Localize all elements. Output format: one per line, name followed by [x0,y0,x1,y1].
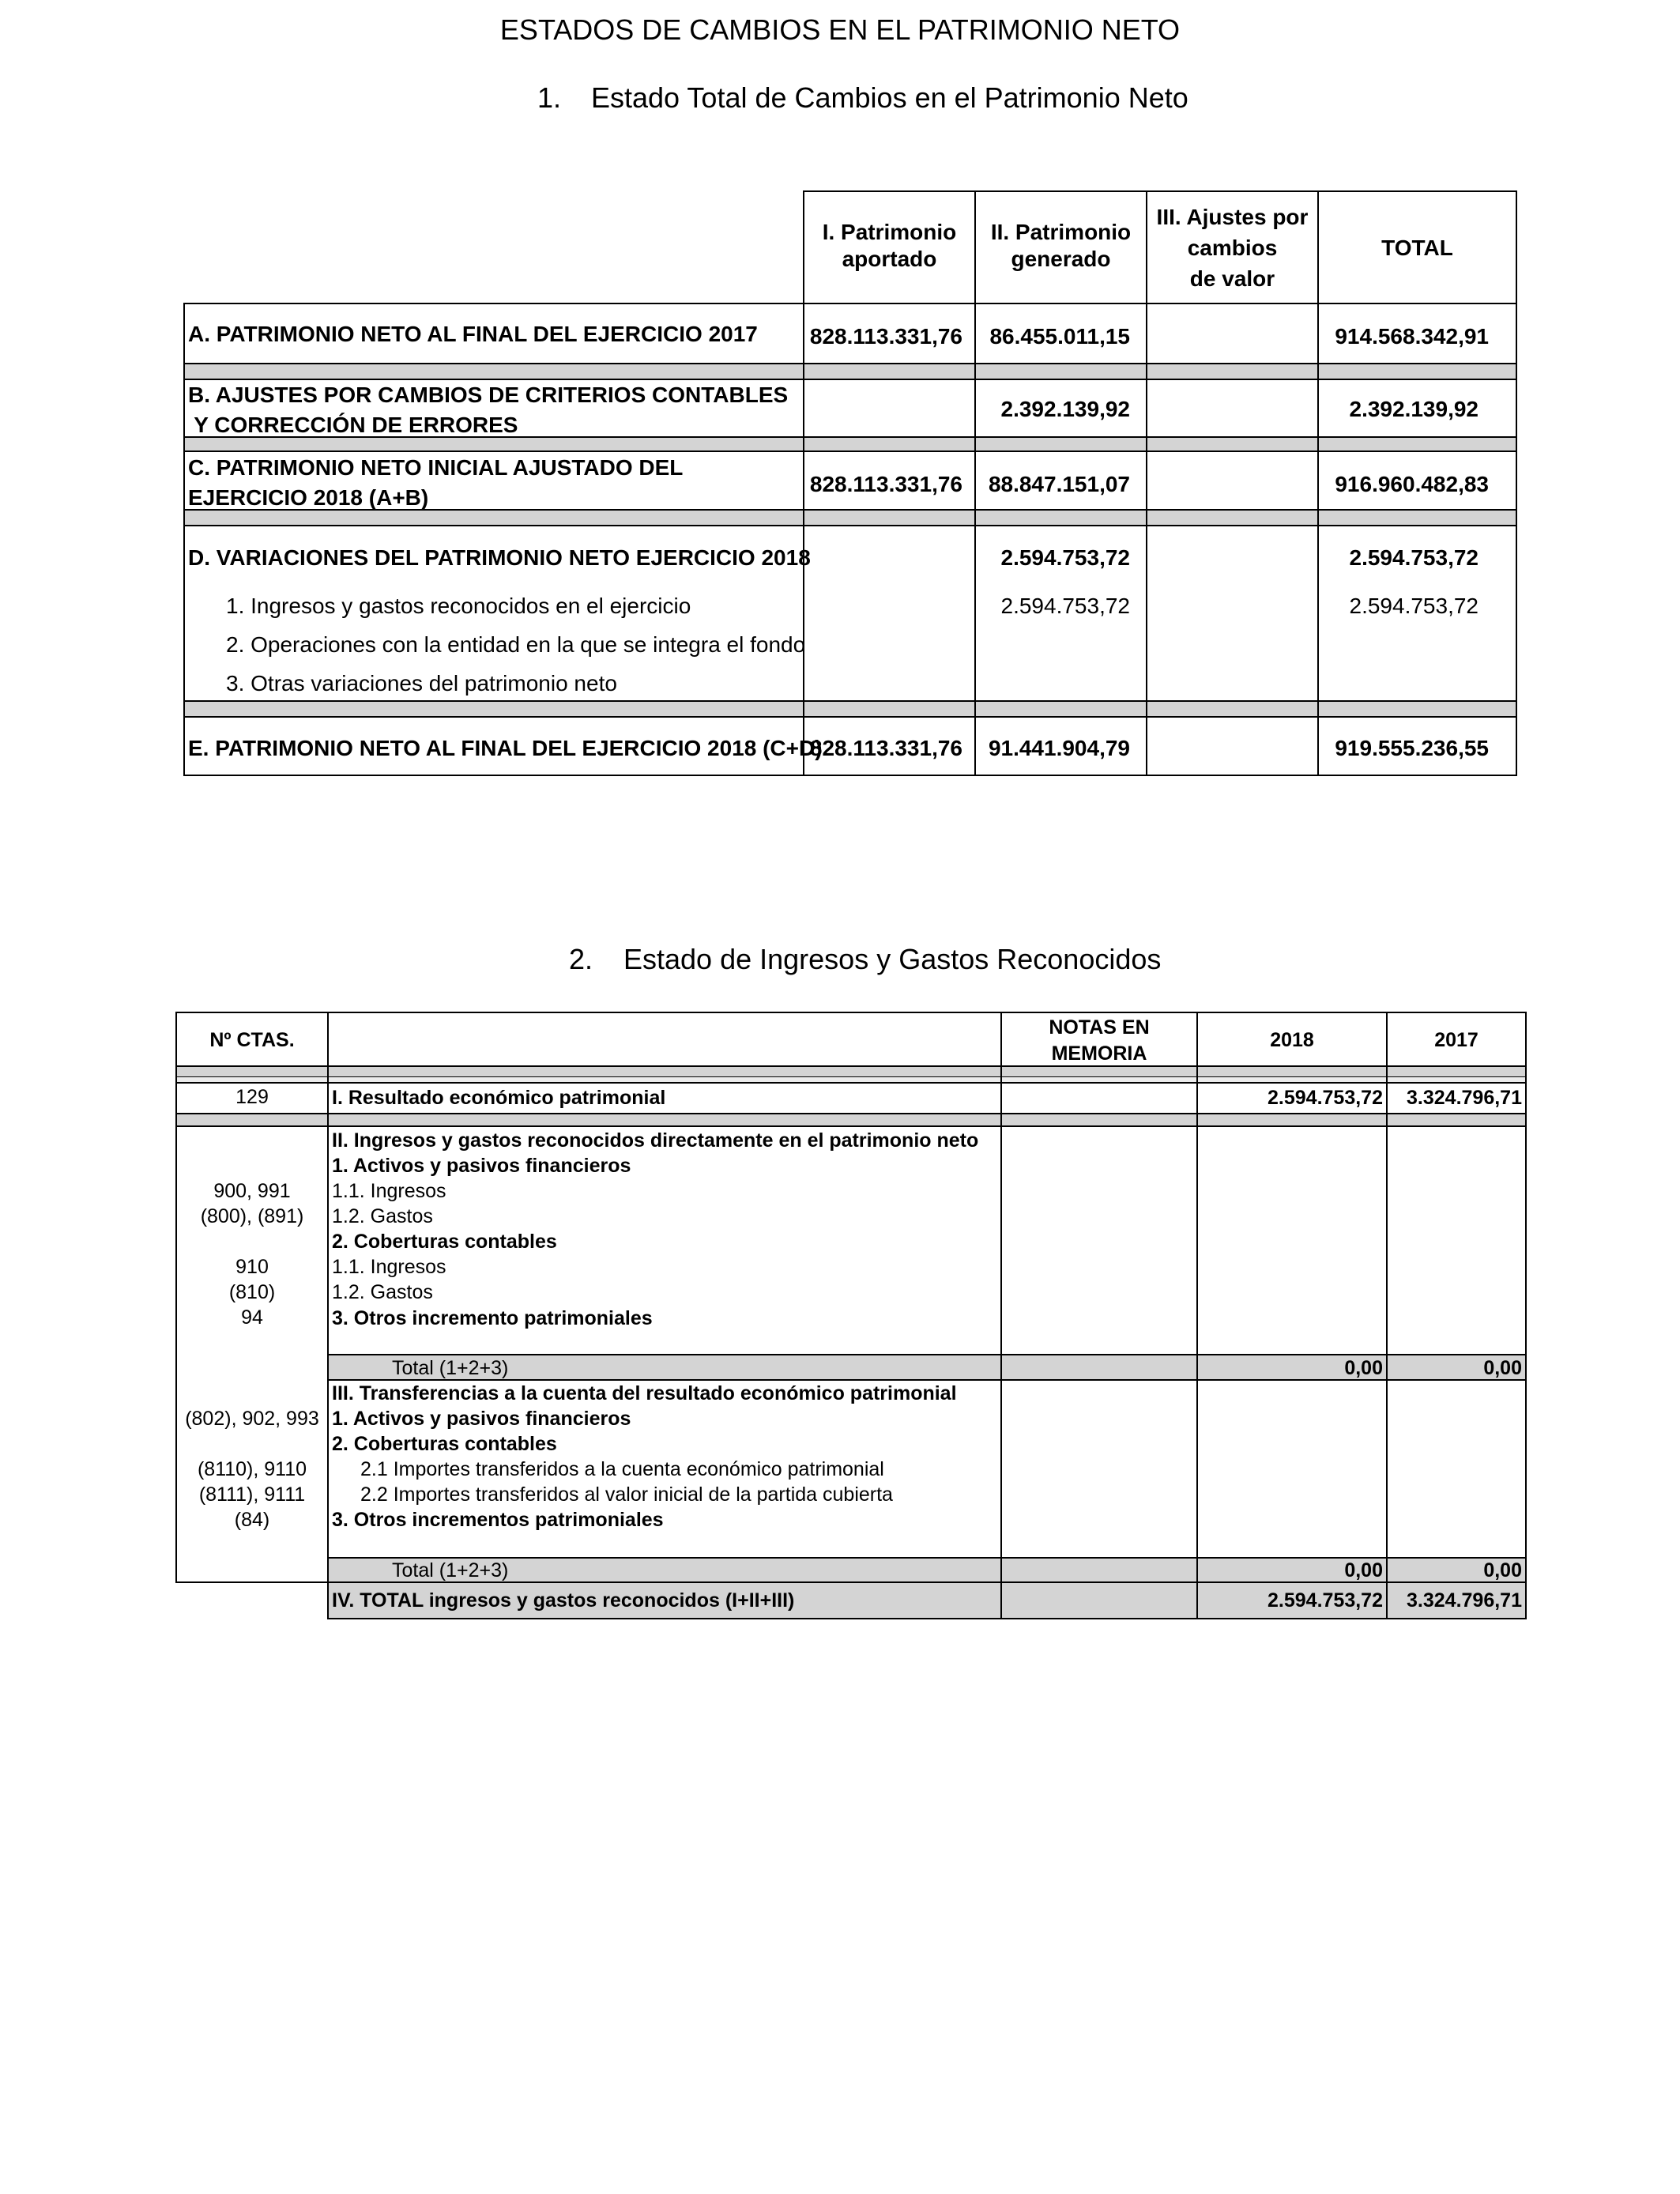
row-i-cta: 129 [235,1086,269,1108]
block-ii-total-2017: 0,00 [1483,1357,1522,1379]
block-iii-cta-5: (84) [234,1509,270,1531]
row-a-label: A. PATRIMONIO NETO AL FINAL DEL EJERCICIO 2017 [188,322,758,346]
section2-title: Estado de Ingresos y Gastos Reconocidos [623,943,1162,975]
row-d1-total: 2.594.753,72 [1349,594,1478,618]
block-iii-cta-3: (8110), 9110 [197,1458,307,1480]
section1-number: 1. [537,81,562,114]
block-iii-item-2: 2. Coberturas contables [332,1433,557,1455]
row-i-2017: 3.324.796,71 [1407,1087,1522,1109]
row-d-total: 2.594.753,72 [1349,545,1478,570]
row-c-aportado: 828.113.331,76 [809,472,962,496]
header-patrimonio-aportado: I. Patrimonio aportado [822,220,957,271]
row-d-generado: 2.594.753,72 [1000,545,1130,570]
block-ii-item-1: 1. Activos y pasivos financieros [332,1155,631,1177]
block-iii-item-5: 3. Otros incrementos patrimoniales [332,1509,664,1531]
block-ii-item-4: 2. Coberturas contables [332,1231,557,1253]
row-a-aportado: 828.113.331,76 [809,324,962,349]
block-ii-cta-7: 94 [241,1306,263,1329]
block-ii-cta-2: 900, 991 [213,1180,291,1202]
block-iii-item-1: 1. Activos y pasivos financieros [332,1408,631,1430]
row-a-generado: 86.455.011,15 [989,324,1130,349]
block-ii-item-6: 1.2. Gastos [332,1281,433,1303]
block-ii-item-5: 1.1. Ingresos [332,1256,446,1278]
row-c-generado: 88.847.151,07 [988,472,1130,496]
row-e-total: 919.555.236,55 [1335,736,1489,760]
row-d1-generado: 2.594.753,72 [1000,594,1130,618]
block-iii-title: III. Transferencias a la cuenta del resultado económico patrimonial [332,1382,957,1404]
row-c-label-line2: EJERCICIO 2018 (A+B) [188,485,429,510]
block-iii-total-2018: 0,00 [1344,1559,1383,1581]
block-iii-cta-4: (8111), 9111 [198,1483,306,1506]
header-ajustes-line3: de valor [1189,266,1275,291]
row-d2-label: 2. Operaciones con la entidad en la que se integra el fondo [226,632,806,657]
block-ii-cta-3: (800), (891) [200,1205,304,1227]
row-b-generado: 2.392.139,92 [1000,397,1130,421]
block-iii-total-2017: 0,00 [1483,1559,1522,1581]
header-ajustes-line1: III. Ajustes por [1156,205,1309,229]
header-2018: 2018 [1270,1029,1314,1051]
row-b-label-line1: B. AJUSTES POR CAMBIOS DE CRITERIOS CONTABLES [188,383,789,407]
section2-number: 2. [569,943,593,975]
header-ctas: Nº CTAS. [209,1029,295,1051]
row-iv-2018: 2.594.753,72 [1268,1589,1383,1612]
row-d-label: D. VARIACIONES DEL PATRIMONIO NETO EJERCICIO 2018 [188,545,811,570]
block-ii-cta-6: (810) [228,1281,276,1303]
header-notas-line1: NOTAS EN [1049,1016,1150,1039]
block-ii-total-2018: 0,00 [1344,1357,1383,1379]
row-d1-label: 1. Ingresos y gastos reconocidos en el ejercicio [226,594,691,618]
row-i-2018: 2.594.753,72 [1268,1087,1383,1109]
header-2017: 2017 [1434,1029,1478,1051]
block-iii-cta-1: (802), 902, 993 [185,1408,319,1430]
main-title: ESTADOS DE CAMBIOS EN EL PATRIMONIO NETO [499,13,1181,46]
block-iii-total-label: Total (1+2+3) [392,1559,509,1581]
header-patrimonio-generado: II. Patrimonio generado [990,220,1132,271]
row-iv-label: IV. TOTAL ingresos y gastos reconocidos (I+II+III) [332,1589,795,1612]
block-iii-item-4: 2.2 Importes transferidos al valor inicial de la partida cubierta [360,1483,893,1506]
block-ii-item-2: 1.1. Ingresos [332,1180,446,1202]
row-c-label-line1: C. PATRIMONIO NETO INICIAL AJUSTADO DEL [188,455,684,480]
row-c-total: 916.960.482,83 [1335,472,1489,496]
header-total: TOTAL [1381,236,1453,260]
header-ajustes-line2: cambios [1187,236,1278,260]
row-e-label: E. PATRIMONIO NETO AL FINAL DEL EJERCICIO 2018 (C+D) [188,736,823,760]
block-ii-cta-5: 910 [235,1256,269,1278]
row-i-label: I. Resultado económico patrimonial [332,1087,666,1109]
row-e-generado: 91.441.904,79 [988,736,1130,760]
header-notas-line2: MEMORIA [1051,1042,1147,1065]
section1-title: Estado Total de Cambios en el Patrimonio Neto [591,81,1188,114]
block-ii-item-3: 1.2. Gastos [332,1205,433,1227]
row-a-total: 914.568.342,91 [1335,324,1489,349]
row-b-total: 2.392.139,92 [1349,397,1478,421]
block-iii-item-3: 2.1 Importes transferidos a la cuenta económico patrimonial [360,1458,884,1480]
block-ii-total-label: Total (1+2+3) [392,1357,509,1379]
row-b-label-line2: Y CORRECCIÓN DE ERRORES [188,413,518,437]
row-d3-label: 3. Otras variaciones del patrimonio neto [226,671,617,696]
block-ii-item-7: 3. Otros incremento patrimoniales [332,1307,653,1329]
row-iv-2017: 3.324.796,71 [1407,1589,1522,1612]
block-ii-title: II. Ingresos y gastos reconocidos directamente en el patrimonio neto [332,1129,979,1152]
row-e-aportado: 828.113.331,76 [809,736,962,760]
